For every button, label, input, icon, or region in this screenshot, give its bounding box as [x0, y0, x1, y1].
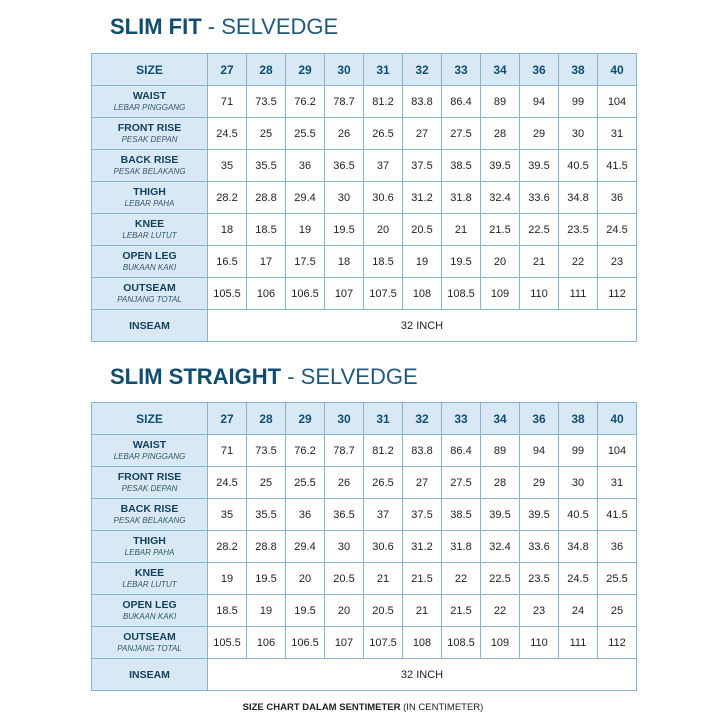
measurement-label-cell: [92, 531, 208, 563]
inseam-value-cell: 32 INCH: [208, 310, 637, 342]
measurement-row: [92, 499, 637, 531]
measurement-value-cell: 40.5: [559, 499, 598, 531]
size-cell: 33: [442, 403, 481, 435]
title-fabric: - SELVEDGE: [287, 364, 418, 389]
measurement-value-cell: 94: [520, 435, 559, 467]
measurement-value-cell: 20.5: [325, 563, 364, 595]
measurement-value-cell: 28.2: [208, 531, 247, 563]
measurement-name-indonesian: PESAK BELAKANG: [113, 516, 186, 525]
measurement-value-cell: 31: [598, 118, 637, 150]
measurement-name: OUTSEAM: [123, 631, 176, 643]
measurement-value-cell: 23.5: [559, 214, 598, 246]
measurement-value-cell: 99: [559, 86, 598, 118]
size-cell: 40: [598, 403, 637, 435]
measurement-value-cell: 107: [325, 627, 364, 659]
measurement-value-cell: 22.5: [520, 214, 559, 246]
measurement-value-cell: 24.5: [559, 563, 598, 595]
measurement-value-cell: 35.5: [247, 499, 286, 531]
measurement-value-cell: 21: [364, 563, 403, 595]
size-header-row: [92, 54, 637, 86]
measurement-value-cell: 28.2: [208, 182, 247, 214]
measurement-value-cell: 21.5: [481, 214, 520, 246]
measurement-value-cell: 86.4: [442, 86, 481, 118]
measurement-label-cell: [92, 467, 208, 499]
measurement-value-cell: 26.5: [364, 118, 403, 150]
measurement-value-cell: 76.2: [286, 86, 325, 118]
measurement-value-cell: 37: [364, 150, 403, 182]
measurement-value-cell: 36: [598, 531, 637, 563]
measurement-value-cell: 110: [520, 627, 559, 659]
measurement-value-cell: 89: [481, 435, 520, 467]
measurement-value-cell: 108.5: [442, 278, 481, 310]
measurement-row: [92, 246, 637, 278]
measurement-label-cell: [92, 86, 208, 118]
measurement-value-cell: 23.5: [520, 563, 559, 595]
measurement-name-indonesian: PANJANG TOTAL: [117, 644, 182, 653]
measurement-value-cell: 30.6: [364, 182, 403, 214]
measurement-name: FRONT RISE: [117, 122, 182, 134]
measurement-name: WAIST: [132, 439, 167, 451]
measurement-label-cell: [92, 435, 208, 467]
measurement-value-cell: 30.6: [364, 531, 403, 563]
measurement-value-cell: 36.5: [325, 499, 364, 531]
measurement-value-cell: 21.5: [442, 595, 481, 627]
size-cell: 30: [325, 54, 364, 86]
measurement-value-cell: 25: [247, 467, 286, 499]
measurement-value-cell: 29: [520, 118, 559, 150]
size-header-cell: SIZE: [92, 403, 208, 435]
measurement-value-cell: 29.4: [286, 182, 325, 214]
measurement-value-cell: 106.5: [286, 278, 325, 310]
note-bold: SIZE CHART DALAM SENTIMETER: [242, 702, 401, 713]
measurement-name: OUTSEAM: [123, 282, 176, 294]
measurement-value-cell: 39.5: [481, 150, 520, 182]
measurement-value-cell: 109: [481, 627, 520, 659]
measurement-value-cell: 34.8: [559, 182, 598, 214]
measurement-value-cell: 29.4: [286, 531, 325, 563]
size-cell: 29: [286, 54, 325, 86]
measurement-label-cell: [92, 150, 208, 182]
measurement-value-cell: 106.5: [286, 627, 325, 659]
measurement-value-cell: 35: [208, 150, 247, 182]
slim-fit-size-table: [91, 53, 637, 342]
measurement-name-indonesian: LEBAR PINGGANG: [113, 452, 186, 461]
measurement-value-cell: 41.5: [598, 150, 637, 182]
measurement-value-cell: 19: [247, 595, 286, 627]
measurement-value-cell: 31.2: [403, 182, 442, 214]
size-cell: 31: [364, 403, 403, 435]
size-cell: 34: [481, 54, 520, 86]
measurement-value-cell: 20.5: [403, 214, 442, 246]
measurement-value-cell: 99: [559, 435, 598, 467]
measurement-name: WAIST: [132, 90, 167, 102]
measurement-label-cell: [92, 595, 208, 627]
measurement-value-cell: 31.2: [403, 531, 442, 563]
measurement-value-cell: 26: [325, 118, 364, 150]
measurement-value-cell: 27: [403, 467, 442, 499]
measurement-value-cell: 71: [208, 435, 247, 467]
measurement-value-cell: 78.7: [325, 86, 364, 118]
measurement-value-cell: 38.5: [442, 150, 481, 182]
measurement-value-cell: 105.5: [208, 627, 247, 659]
measurement-value-cell: 33.6: [520, 182, 559, 214]
measurement-value-cell: 20: [286, 563, 325, 595]
measurement-value-cell: 78.7: [325, 435, 364, 467]
measurement-value-cell: 73.5: [247, 86, 286, 118]
measurement-value-cell: 22: [481, 595, 520, 627]
measurement-row: [92, 627, 637, 659]
measurement-name-indonesian: LEBAR PAHA: [124, 199, 175, 208]
measurement-value-cell: 105.5: [208, 278, 247, 310]
measurement-row: [92, 467, 637, 499]
measurement-name: THIGH: [133, 186, 166, 198]
measurement-name-indonesian: BUKAAN KAKI: [122, 612, 177, 621]
inseam-value-cell: 32 INCH: [208, 659, 637, 691]
measurement-value-cell: 19.5: [325, 214, 364, 246]
measurement-row: [92, 118, 637, 150]
measurement-value-cell: 19: [286, 214, 325, 246]
inseam-row: [92, 310, 637, 342]
measurement-value-cell: 24.5: [598, 214, 637, 246]
measurement-value-cell: 20: [364, 214, 403, 246]
measurement-value-cell: 35.5: [247, 150, 286, 182]
measurement-value-cell: 31: [598, 467, 637, 499]
size-cell: 28: [247, 54, 286, 86]
measurement-value-cell: 39.5: [481, 499, 520, 531]
measurement-value-cell: 24.5: [208, 467, 247, 499]
measurement-name-indonesian: LEBAR LUTUT: [122, 231, 177, 240]
measurement-value-cell: 16.5: [208, 246, 247, 278]
measurement-value-cell: 22: [559, 246, 598, 278]
size-cell: 33: [442, 54, 481, 86]
inseam-row: [92, 659, 637, 691]
measurement-value-cell: 37: [364, 499, 403, 531]
inseam-label: INSEAM: [129, 319, 170, 332]
measurement-value-cell: 22.5: [481, 563, 520, 595]
measurement-value-cell: 104: [598, 435, 637, 467]
measurement-value-cell: 31.8: [442, 182, 481, 214]
measurement-value-cell: 26.5: [364, 467, 403, 499]
measurement-value-cell: 29: [520, 467, 559, 499]
measurement-name-indonesian: PESAK DEPAN: [121, 135, 178, 144]
measurement-value-cell: 25: [598, 595, 637, 627]
measurement-value-cell: 30: [559, 467, 598, 499]
measurement-value-cell: 104: [598, 86, 637, 118]
title-model: SLIM FIT: [110, 14, 202, 39]
measurement-name-indonesian: LEBAR PAHA: [124, 548, 175, 557]
measurement-value-cell: 21: [403, 595, 442, 627]
measurement-label-cell: [92, 182, 208, 214]
measurement-value-cell: 107.5: [364, 627, 403, 659]
measurement-value-cell: 30: [559, 118, 598, 150]
measurement-row: [92, 595, 637, 627]
measurement-value-cell: 28.8: [247, 182, 286, 214]
measurement-value-cell: 36: [598, 182, 637, 214]
measurement-name-indonesian: PESAK DEPAN: [121, 484, 178, 493]
measurement-value-cell: 109: [481, 278, 520, 310]
measurement-value-cell: 71: [208, 86, 247, 118]
measurement-value-cell: 86.4: [442, 435, 481, 467]
measurement-value-cell: 25.5: [286, 467, 325, 499]
measurement-value-cell: 30: [325, 531, 364, 563]
size-cell: 34: [481, 403, 520, 435]
measurement-value-cell: 110: [520, 278, 559, 310]
measurement-name: KNEE: [134, 218, 165, 230]
measurement-value-cell: 17.5: [286, 246, 325, 278]
measurement-value-cell: 111: [559, 278, 598, 310]
size-cell: 36: [520, 403, 559, 435]
measurement-value-cell: 76.2: [286, 435, 325, 467]
measurement-name: FRONT RISE: [117, 471, 182, 483]
measurement-row: [92, 150, 637, 182]
measurement-value-cell: 33.6: [520, 531, 559, 563]
measurement-value-cell: 35: [208, 499, 247, 531]
measurement-name: OPEN LEG: [122, 250, 177, 262]
measurement-value-cell: 27.5: [442, 467, 481, 499]
measurement-value-cell: 41.5: [598, 499, 637, 531]
measurement-label-cell: [92, 118, 208, 150]
measurement-name-indonesian: PESAK BELAKANG: [113, 167, 186, 176]
measurement-value-cell: 20.5: [364, 595, 403, 627]
measurement-label-cell: [92, 627, 208, 659]
size-cell: 27: [208, 54, 247, 86]
measurement-value-cell: 36: [286, 499, 325, 531]
measurement-value-cell: 108: [403, 627, 442, 659]
measurement-value-cell: 73.5: [247, 435, 286, 467]
measurement-value-cell: 94: [520, 86, 559, 118]
measurement-value-cell: 39.5: [520, 150, 559, 182]
measurement-label-cell: [92, 246, 208, 278]
measurement-name: BACK RISE: [120, 154, 179, 166]
measurement-value-cell: 18.5: [364, 246, 403, 278]
measurement-value-cell: 26: [325, 467, 364, 499]
measurement-value-cell: 28: [481, 467, 520, 499]
size-cell: 30: [325, 403, 364, 435]
measurement-value-cell: 19.5: [442, 246, 481, 278]
measurement-value-cell: 107: [325, 278, 364, 310]
measurement-name: OPEN LEG: [122, 599, 177, 611]
inseam-label: INSEAM: [129, 668, 170, 681]
measurement-value-cell: 39.5: [520, 499, 559, 531]
measurement-name: THIGH: [133, 535, 166, 547]
size-cell: 31: [364, 54, 403, 86]
measurement-value-cell: 37.5: [403, 499, 442, 531]
slim-fit-title: [110, 14, 338, 40]
inseam-label-cell: [92, 310, 208, 342]
measurement-value-cell: 83.8: [403, 86, 442, 118]
inseam-label-cell: [92, 659, 208, 691]
size-cell: 40: [598, 54, 637, 86]
measurement-value-cell: 18.5: [208, 595, 247, 627]
measurement-value-cell: 107.5: [364, 278, 403, 310]
measurement-value-cell: 20: [481, 246, 520, 278]
measurement-value-cell: 111: [559, 627, 598, 659]
measurement-value-cell: 17: [247, 246, 286, 278]
measurement-name: BACK RISE: [120, 503, 179, 515]
measurement-row: [92, 531, 637, 563]
measurement-value-cell: 36: [286, 150, 325, 182]
measurement-value-cell: 34.8: [559, 531, 598, 563]
size-chart-note: [0, 702, 726, 713]
measurement-value-cell: 40.5: [559, 150, 598, 182]
measurement-name-indonesian: LEBAR LUTUT: [122, 580, 177, 589]
measurement-value-cell: 24.5: [208, 118, 247, 150]
measurement-value-cell: 25.5: [286, 118, 325, 150]
measurement-value-cell: 30: [325, 182, 364, 214]
measurement-value-cell: 89: [481, 86, 520, 118]
measurement-value-cell: 27: [403, 118, 442, 150]
measurement-value-cell: 37.5: [403, 150, 442, 182]
measurement-value-cell: 18: [208, 214, 247, 246]
measurement-value-cell: 32.4: [481, 182, 520, 214]
size-cell: 36: [520, 54, 559, 86]
measurement-row: [92, 435, 637, 467]
measurement-value-cell: 18: [325, 246, 364, 278]
title-fabric: - SELVEDGE: [207, 14, 339, 39]
measurement-value-cell: 83.8: [403, 435, 442, 467]
measurement-row: [92, 563, 637, 595]
measurement-value-cell: 23: [520, 595, 559, 627]
measurement-value-cell: 32.4: [481, 531, 520, 563]
measurement-value-cell: 106: [247, 278, 286, 310]
measurement-value-cell: 112: [598, 627, 637, 659]
size-header-row: [92, 403, 637, 435]
measurement-name-indonesian: BUKAAN KAKI: [122, 263, 177, 272]
measurement-row: [92, 214, 637, 246]
measurement-value-cell: 19: [208, 563, 247, 595]
measurement-value-cell: 21.5: [403, 563, 442, 595]
measurement-name: KNEE: [134, 567, 165, 579]
measurement-value-cell: 28.8: [247, 531, 286, 563]
measurement-label-cell: [92, 563, 208, 595]
measurement-label-cell: [92, 214, 208, 246]
measurement-value-cell: 18.5: [247, 214, 286, 246]
measurement-label-cell: [92, 278, 208, 310]
size-header-cell: SIZE: [92, 54, 208, 86]
note-unit: (IN CENTIMETER): [403, 702, 484, 713]
size-cell: 27: [208, 403, 247, 435]
measurement-value-cell: 21: [520, 246, 559, 278]
size-cell: 38: [559, 403, 598, 435]
measurement-value-cell: 21: [442, 214, 481, 246]
measurement-value-cell: 81.2: [364, 86, 403, 118]
title-model: SLIM STRAIGHT: [110, 364, 282, 389]
measurement-value-cell: 81.2: [364, 435, 403, 467]
measurement-value-cell: 108.5: [442, 627, 481, 659]
measurement-value-cell: 112: [598, 278, 637, 310]
measurement-row: [92, 278, 637, 310]
measurement-value-cell: 28: [481, 118, 520, 150]
measurement-row: [92, 182, 637, 214]
size-cell: 28: [247, 403, 286, 435]
measurement-value-cell: 108: [403, 278, 442, 310]
measurement-label-cell: [92, 499, 208, 531]
measurement-value-cell: 38.5: [442, 499, 481, 531]
measurement-value-cell: 25: [247, 118, 286, 150]
measurement-name-indonesian: LEBAR PINGGANG: [113, 103, 186, 112]
size-cell: 32: [403, 54, 442, 86]
slim-straight-size-table: [91, 402, 637, 691]
size-cell: 29: [286, 403, 325, 435]
measurement-value-cell: 19: [403, 246, 442, 278]
measurement-value-cell: 22: [442, 563, 481, 595]
measurement-value-cell: 19.5: [247, 563, 286, 595]
measurement-value-cell: 27.5: [442, 118, 481, 150]
measurement-value-cell: 36.5: [325, 150, 364, 182]
size-cell: 32: [403, 403, 442, 435]
measurement-value-cell: 19.5: [286, 595, 325, 627]
size-cell: 38: [559, 54, 598, 86]
measurement-value-cell: 24: [559, 595, 598, 627]
measurement-value-cell: 31.8: [442, 531, 481, 563]
slim-straight-title: [110, 364, 418, 390]
measurement-value-cell: 25.5: [598, 563, 637, 595]
measurement-value-cell: 106: [247, 627, 286, 659]
measurement-row: [92, 86, 637, 118]
measurement-value-cell: 23: [598, 246, 637, 278]
measurement-name-indonesian: PANJANG TOTAL: [117, 295, 182, 304]
measurement-value-cell: 20: [325, 595, 364, 627]
